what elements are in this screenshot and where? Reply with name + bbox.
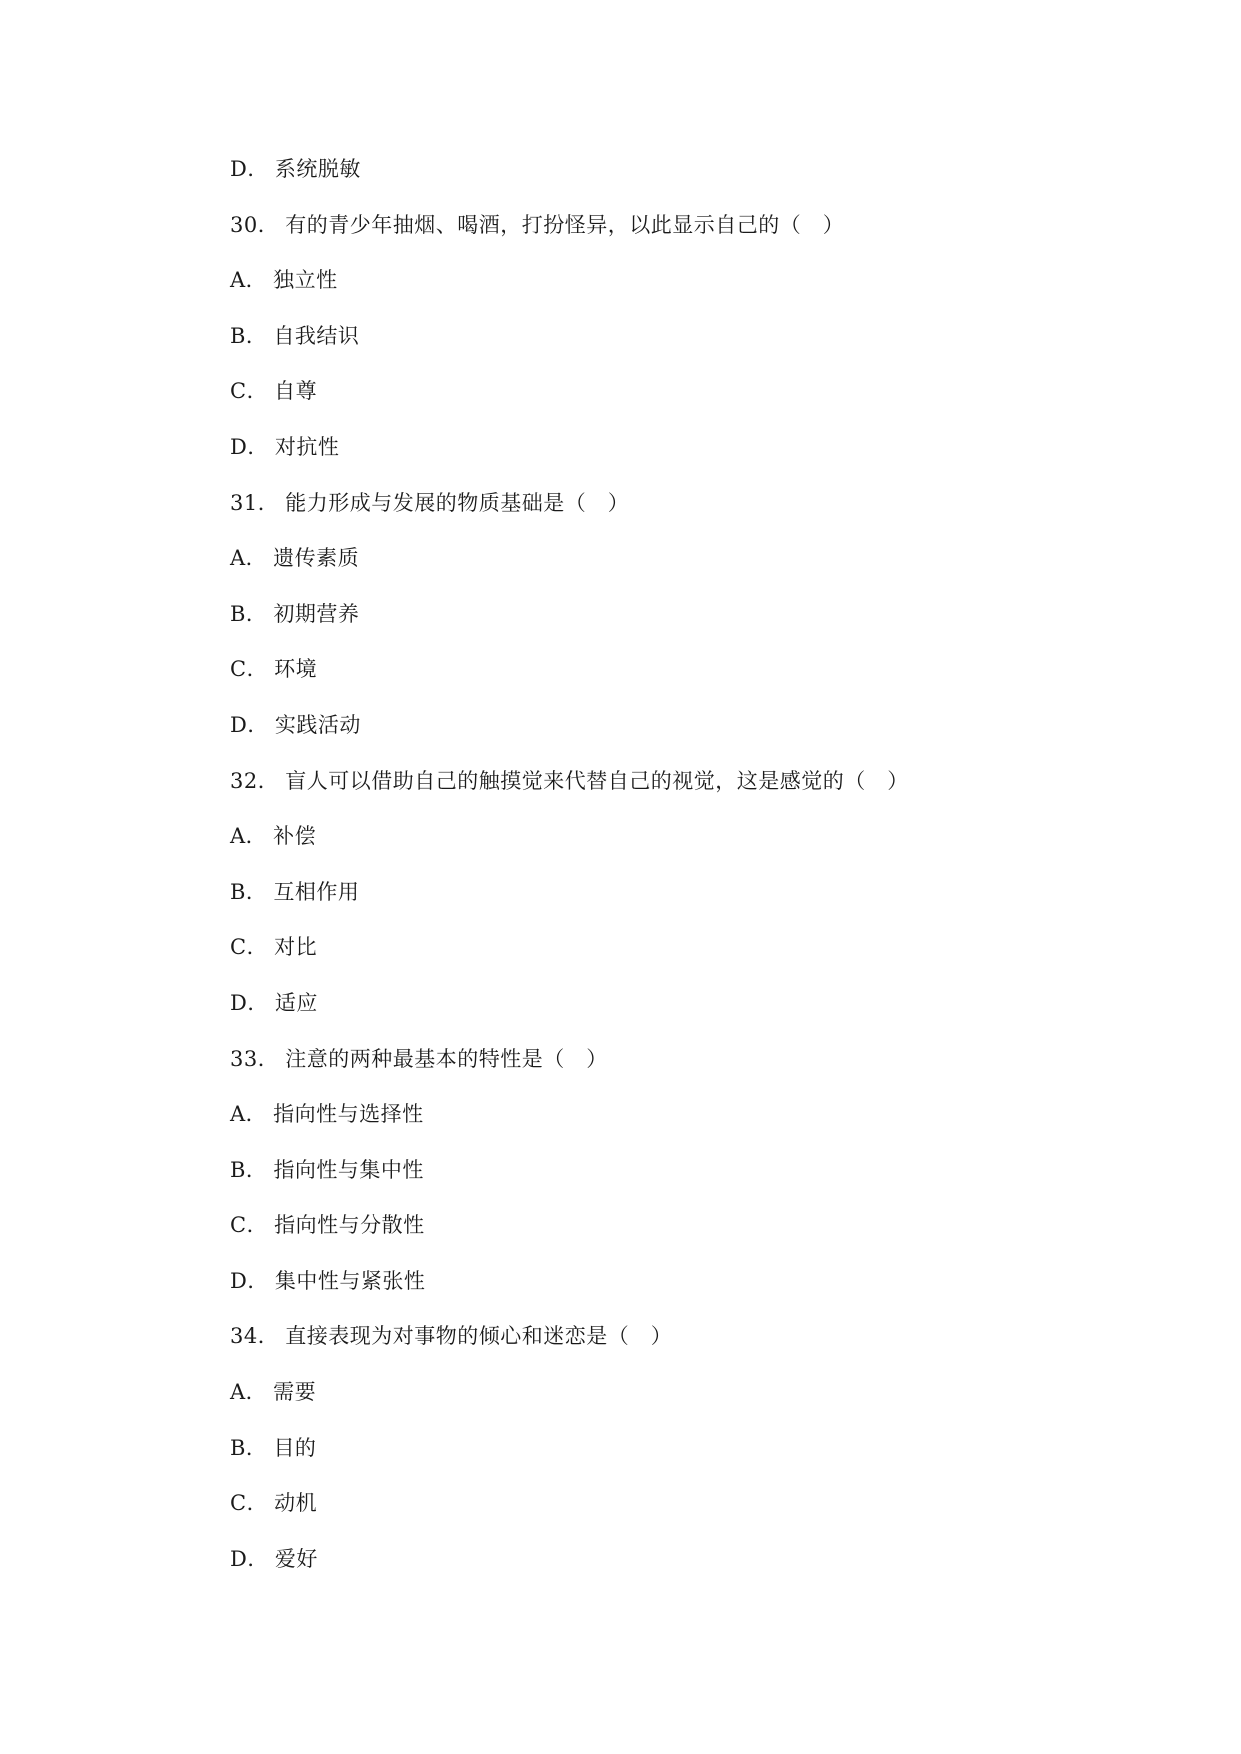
option-text: 初期营养 [273, 601, 360, 626]
answer-option [230, 263, 1130, 319]
option-letter: C． [230, 379, 269, 404]
question-number: 31． [230, 490, 280, 515]
answer-option [230, 430, 1130, 486]
answer-option [230, 1153, 1130, 1209]
option-letter: B． [230, 1435, 268, 1460]
answer-option [230, 930, 1130, 986]
option-letter: D． [230, 990, 269, 1015]
question-text: 盲人可以借助自己的触摸觉来代替自己的视觉，这是感觉的（ ） [285, 768, 909, 793]
answer-option [230, 986, 1130, 1042]
option-text: 指向性与分散性 [274, 1213, 425, 1238]
answer-option [230, 819, 1130, 875]
question-text: 注意的两种最基本的特性是（ ） [285, 1046, 608, 1071]
question-number: 34． [230, 1324, 280, 1349]
question-list [230, 152, 1130, 1597]
option-letter: A． [230, 546, 268, 571]
option-text: 自尊 [274, 379, 318, 404]
option-text: 补偿 [273, 824, 317, 849]
question-text: 有的青少年抽烟、喝酒，打扮怪异，以此显示自己的（ ） [285, 212, 845, 237]
answer-option [230, 1542, 1130, 1598]
option-text: 动机 [274, 1491, 318, 1516]
option-text: 对抗性 [274, 434, 340, 459]
option-text: 系统脱敏 [274, 157, 361, 181]
option-letter: C． [230, 1491, 269, 1516]
option-letter: D． [230, 712, 269, 737]
answer-option [230, 1486, 1130, 1542]
question-stem [230, 1042, 1130, 1098]
answer-option [230, 652, 1130, 708]
question-number: 30． [230, 212, 280, 237]
answer-option [230, 319, 1130, 375]
option-letter: C． [230, 935, 269, 960]
option-letter: A． [230, 824, 268, 849]
option-text: 独立性 [273, 268, 338, 293]
answer-option [230, 708, 1130, 764]
question-stem [230, 764, 1130, 820]
answer-option [230, 1208, 1130, 1264]
answer-option [230, 1431, 1130, 1487]
option-text: 互相作用 [273, 879, 360, 904]
option-letter: A． [230, 1380, 268, 1405]
question-text: 能力形成与发展的物质基础是（ ） [285, 490, 630, 515]
option-text: 实践活动 [274, 712, 361, 737]
option-letter: D． [230, 1268, 269, 1293]
option-text: 自我结识 [273, 323, 360, 348]
question-stem [230, 1319, 1130, 1375]
option-letter: B． [230, 323, 268, 348]
option-letter: D． [230, 1546, 269, 1571]
answer-option [230, 152, 1130, 208]
option-text: 集中性与紧张性 [274, 1268, 426, 1293]
answer-option [230, 1097, 1130, 1153]
option-letter: C． [230, 657, 269, 682]
option-text: 指向性与集中性 [273, 1157, 424, 1182]
option-letter: D． [230, 157, 269, 181]
question-stem [230, 208, 1130, 264]
question-stem [230, 486, 1130, 542]
option-text: 适应 [274, 990, 318, 1015]
option-text: 需要 [273, 1380, 317, 1405]
question-number: 32． [230, 768, 280, 793]
option-letter: B． [230, 879, 268, 904]
answer-option [230, 541, 1130, 597]
option-text: 遗传素质 [273, 546, 360, 571]
answer-option [230, 1375, 1130, 1431]
option-letter: A． [230, 1102, 268, 1127]
option-letter: A． [230, 268, 268, 293]
option-text: 对比 [274, 935, 318, 960]
option-text: 指向性与选择性 [273, 1102, 424, 1127]
option-letter: B． [230, 1157, 268, 1182]
answer-option [230, 875, 1130, 931]
question-number: 33． [230, 1046, 280, 1071]
answer-option [230, 374, 1130, 430]
option-letter: C． [230, 1213, 269, 1238]
answer-option [230, 597, 1130, 653]
option-letter: B． [230, 601, 268, 626]
option-text: 环境 [274, 657, 318, 682]
option-text: 爱好 [274, 1546, 318, 1571]
option-text: 目的 [273, 1435, 317, 1460]
question-text: 直接表现为对事物的倾心和迷恋是（ ） [285, 1324, 673, 1349]
option-letter: D． [230, 434, 269, 459]
answer-option [230, 1264, 1130, 1320]
